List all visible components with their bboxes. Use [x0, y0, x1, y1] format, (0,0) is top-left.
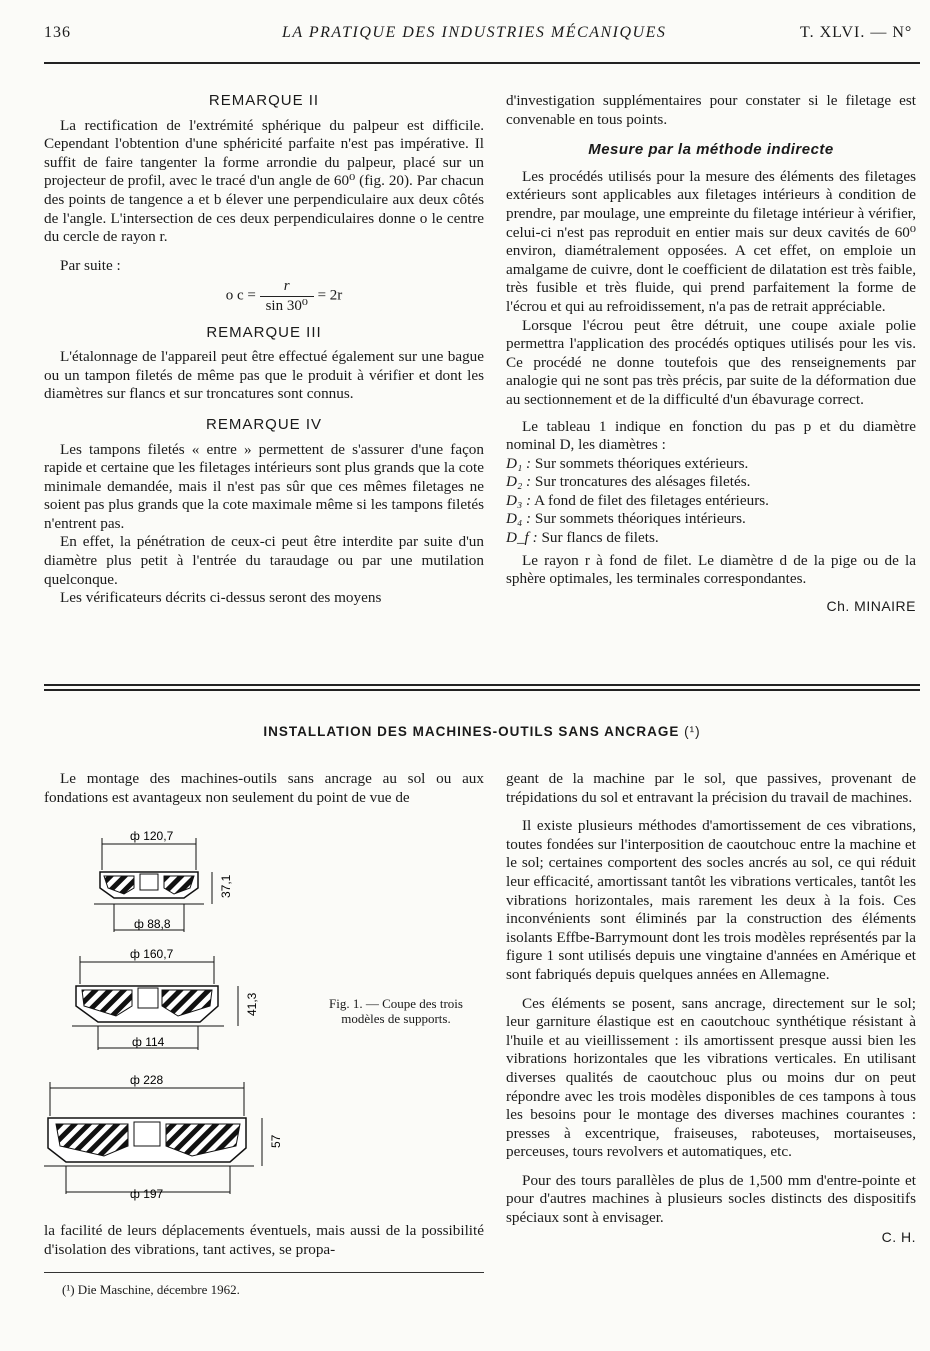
dim-label: ф 114 — [132, 1035, 165, 1049]
signature-ch: C. H. — [881, 1228, 916, 1245]
formula-denominator: sin 30⁰ — [265, 297, 308, 314]
right-column — [506, 92, 916, 615]
dim-label: ф 88,8 — [134, 917, 171, 931]
dim-label: 37,1 — [219, 874, 233, 898]
diameter-item: D₃ : A fond de filet des filetages entérieurs. — [506, 491, 769, 509]
article2-intro: Le montage des machines-outils sans ancrage au sol ou aux fondations est avantageux non seulement du point de vue de — [44, 770, 484, 806]
article2-right-p1: geant de la machine par le sol, que passives, provenant de trépidations du sol et entravant la précision du travail de machines. — [506, 770, 916, 806]
diameter-list — [506, 455, 916, 548]
dim-label: 57 — [269, 1134, 283, 1148]
diameter-item: D₂ : Sur troncatures des alésages filetés. — [506, 473, 751, 491]
rayon-text: Le rayon r à fond de filet. Le diamètre d de la pige ou de la sphère optimales, les terminales correspondantes. — [506, 551, 916, 588]
remarque-2-heading: REMARQUE II — [208, 92, 320, 109]
remarque-4-text-2: En effet, la pénétration de ceux-ci peut être interdite par suite d'un diamètre plus petit à l'entrée du taraudage ou par une mutilation quelconque. — [44, 533, 484, 588]
article-separator — [44, 684, 920, 691]
signature-minaire: Ch. MINAIRE — [826, 597, 916, 614]
remarque-4-text-1: Les tampons filetés « entre » permettent de s'assurer d'une façon rapide et certaine que les filetages intérieurs sont plus grands que la cote minimale demandée, mais il n'est pas sûr que ces mêmes filetages ne soient pas plus grands que la cote maximale même si les tampons filetés n'entrent pas. — [44, 440, 484, 532]
figure-caption: Fig. 1. — Coupe des trois modèles de supports. — [329, 996, 463, 1026]
diameter-item: D_f : Sur flancs de filets. — [506, 529, 659, 547]
remarque-4-text-3: Les vérificateurs décrits ci-dessus seront des moyens — [60, 589, 382, 607]
formula-fraction — [260, 277, 314, 315]
methode-text-1: Les procédés utilisés pour la mesure des éléments des filetages extérieurs sont applicables aux filetages intérieurs à condition de prendre, par moulage, une empreinte du filetage intérieur à vérifier, celui-ci n'est pas reproduit en entier mais sur deux cavités de 60⁰ environ, diamétralement opposées. A cet effet, on emploie un amalgame de cuivre, dont le coefficient de dilatation est très faible, très fusible et très fluide, qui prend parfaitement la forme de l'écrou et qui au refroidissement, n'a pas de retrait appréciable. — [506, 167, 916, 315]
support-model-2 — [72, 947, 259, 1050]
methode-indirecte-heading: Mesure par la méthode indirecte — [588, 141, 834, 159]
article2-right-p2: Il existe plusieurs méthodes d'amortissement de ces vibrations, toutes fondées sur l'interposition de caoutchouc entre la machine et le sol; certaines comportent des socles ancrés au sol, ce qui réduit leur efficacité, amortissant tantôt les vibrations verticales, tantôt les vibrations horizontales, mais rarement les deux à la fois. Ces inconvénients sont éliminés par la construction des éléments isolants Effbe-Barrymount dont les trois modèles représentés par la figure 1 sont utilisés depuis une vingtaine d'années en Amérique et sont fabriqués depuis quelques années en Allemagne. — [506, 817, 916, 983]
continuation-text: d'investigation supplémentaires pour constater si le filetage est convenable en tous points. — [506, 92, 916, 128]
article2-left-continuation: la facilité de leurs déplacements éventuels, mais aussi de la possibilité d'isolation des vibrations, tant actives, se propa- — [44, 1222, 484, 1258]
footnote-rule — [44, 1272, 484, 1273]
left-column — [44, 92, 484, 608]
support-model-1 — [94, 829, 233, 932]
journal-title: LA PRATIQUE DES INDUSTRIES MÉCANIQUES — [282, 24, 667, 41]
volume-label: T. XLVI. — N° — [800, 24, 913, 41]
tableau-intro: Le tableau 1 indique en fonction du pas p et du diamètre nominal D, les diamètres : — [506, 417, 916, 454]
footnote: (¹) Die Maschine, décembre 1962. — [62, 1282, 240, 1297]
par-suite: Par suite : — [60, 256, 121, 274]
formula-numerator: r — [260, 277, 314, 297]
dim-label: ф 120,7 — [130, 829, 174, 843]
article-title: INSTALLATION DES MACHINES-OUTILS SANS ANCRAGE (¹) — [263, 724, 701, 739]
remarque-3-text: L'étalonnage de l'appareil peut être effectué également sur une bague ou un tampon filetés de même pas que le produit à vérifier et dont les diamètres sur flancs et sur troncatures sont connus. — [44, 348, 484, 403]
remarque-2-text: La rectification de l'extrémité sphérique du palpeur est difficile. Cependant l'obtention d'une sphéricité parfaite n'est pas impérative. Il suffit de faire tangenter la forme arrondie du palpeur, placé sur un projecteur de profil, avec le tracé d'un angle de 60⁰ (fig. 20). Par chacun des points de tangence a et b élever une perpendiculaire aux deux côtés de l'angle. L'intersection de ces deux perpendiculaires donne o le centre du cercle de rayon r. — [44, 116, 484, 246]
formula-lhs: o c = — [225, 287, 256, 304]
article2-right-p4: Pour des tours parallèles de plus de 1,500 mm d'entre-pointe et pour d'autres machines à plusieurs socles distincts des dispositifs spéciaux sont à envisager. — [506, 1171, 916, 1227]
formula-rhs: = 2r — [317, 287, 343, 304]
article2-left-bottom — [44, 1222, 484, 1259]
page-number: 136 — [44, 24, 71, 41]
support-model-3 — [44, 1073, 283, 1201]
article2-left-top — [44, 770, 484, 807]
dim-label: ф 197 — [130, 1187, 164, 1201]
dim-label: ф 160,7 — [130, 947, 174, 961]
article2-right-p3: Ces éléments se posent, sans ancrage, directement sur le sol; leur garniture élastique est en caoutchouc synthétique résistant à l'huile et au vieillissement : ils amortissent presque aussi bien les vibrations horizontales que les vibrations verticales. En utilisant diverses qualités de caoutchouc plus ou moins dur on peut répondre avec les trois modèles disponibles de ces tampons à tous les besoins pour le montage des diverses machines courantes : presses à excentrique, fraiseuses, raboteuses, mortaiseuses, perceuses, tours revolvers et automatiques, etc. — [506, 994, 916, 1161]
diameter-item: D₁ : Sur sommets théoriques extérieurs. — [506, 454, 749, 472]
support-figure — [44, 826, 314, 1206]
diameter-item: D₄ : Sur sommets théoriques intérieurs. — [506, 510, 746, 528]
header-rule — [44, 62, 920, 64]
remarque-3-heading: REMARQUE III — [206, 323, 322, 341]
formula — [84, 277, 484, 315]
methode-text-2: Lorsque l'écrou peut être détruit, une coupe axiale polie permettra l'application des procédés optiques utilisés pour les vis. Ce procédé ne donne toutefois que des renseignements par analogie qui ne sont pas très précis, par suite de la déformation due au sectionnement et de la difficulté d'un ébavurage correct. — [506, 316, 916, 408]
dim-label: 41,3 — [245, 992, 259, 1016]
remarque-4-heading: REMARQUE IV — [205, 415, 322, 433]
article2-right-column — [506, 770, 916, 1246]
dim-label: ф 228 — [130, 1073, 164, 1087]
